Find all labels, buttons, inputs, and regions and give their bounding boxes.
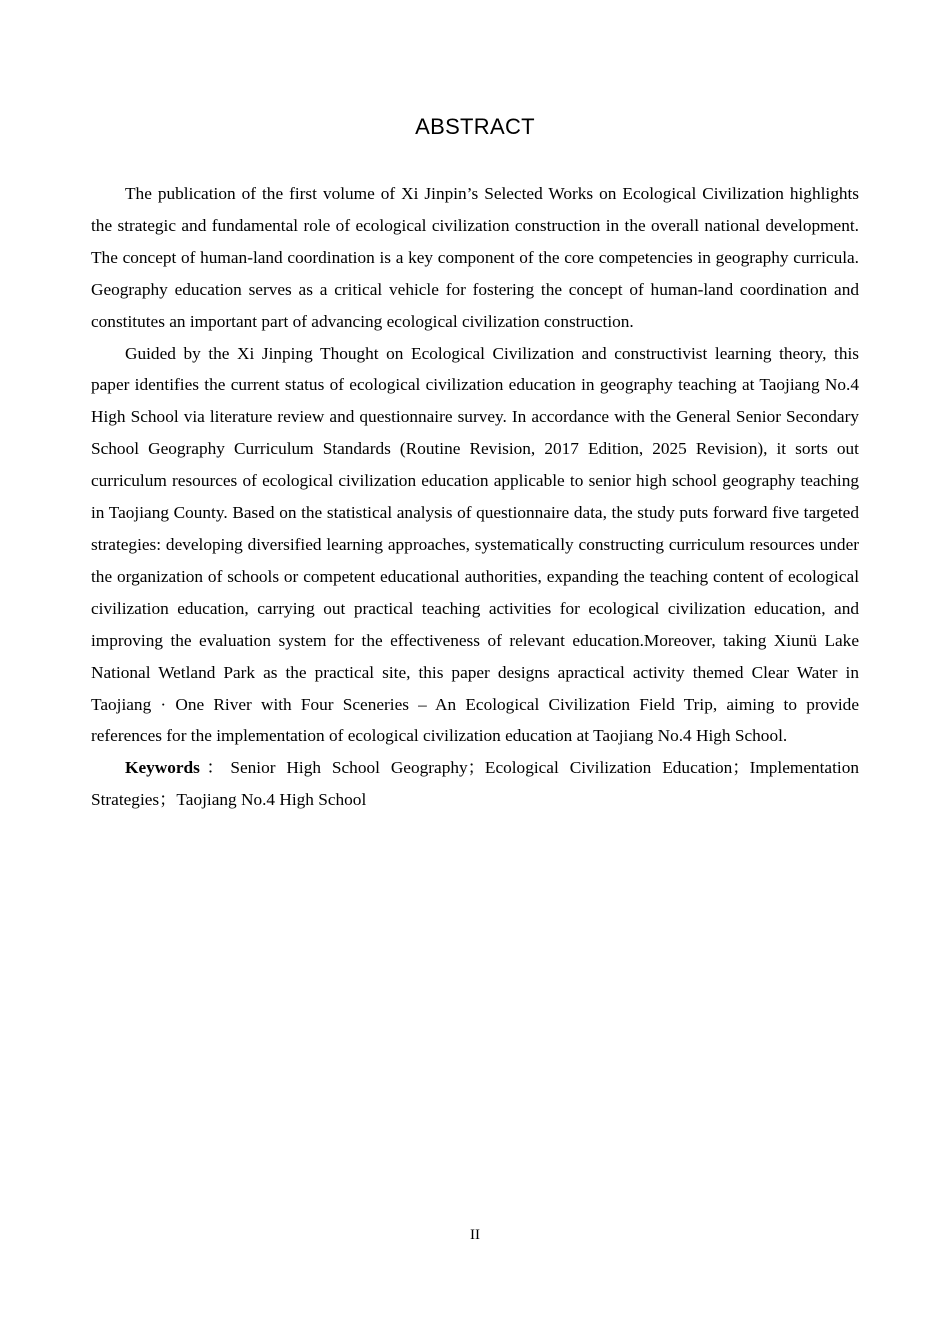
- keywords-label: Keywords: [125, 758, 200, 778]
- abstract-paragraph-2: Guided by the Xi Jinping Thought on Ecological Civilization and constructivist learning theory, this paper identifies the current status of ecological civilization education in geography teaching at Taojiang No.4 High School via literature review and questionnaire survey. In accordance with the General Senior Secondary School Geography Curriculum Standards (Routine Revision, 2017 Edition, 2025 Revision), it sorts out curriculum resources of ecological civilization education applicable to senior high school geography teaching in Taojiang County. Based on the statistical analysis of questionnaire data, the study puts forward five targeted strategies: developing diversified learning approaches, systematically constructing curriculum resources under the organization of schools or competent educational authorities, expanding the teaching content of ecological civilization education, carrying out practical teaching activities for ecological civilization education, and improving the evaluation system for the effectiveness of relevant education.Moreover, taking Xiunü Lake National Wetland Park as the practical site, this paper designs apractical activity themed Clear Water in Taojiang · One River with Four Sceneries – An Ecological Civilization Field Trip, aiming to provide references for the implementation of ecological civilization education at Taojiang No.4 High School.: [91, 343, 859, 746]
- keywords-list: ：Senior High School Geography；Ecological Civilization Education；Implementation Strategies；Taojiang No.4 High School: [91, 758, 859, 810]
- keywords-line: [91, 752, 859, 816]
- abstract-body: [91, 178, 859, 816]
- abstract-paragraph-1: The publication of the first volume of Xi Jinpin’s Selected Works on Ecological Civilization highlights the strategic and fundamental role of ecological civilization construction in the overall national development. The concept of human-land coordination is a key component of the core competencies in geography curricula. Geography education serves as a critical vehicle for fostering the concept of human-land coordination and constitutes an important part of advancing ecological civilization construction.: [91, 184, 859, 331]
- abstract-title: ABSTRACT: [415, 114, 535, 139]
- page-number: II: [470, 1227, 480, 1243]
